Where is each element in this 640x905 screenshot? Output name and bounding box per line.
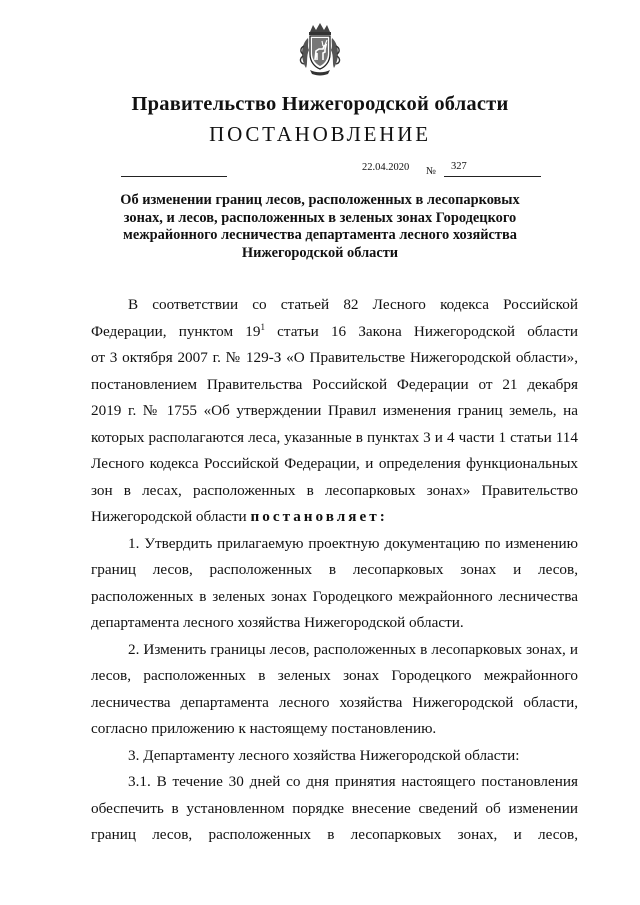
body-line: расположенных в зеленых зонах Городецкого межрайонного лесничества — [91, 587, 578, 605]
body-line: 1. Утвердить прилагаемую проектную документацию по изменению — [128, 534, 578, 552]
document-date: 22.04.2020 — [362, 162, 410, 173]
body-line: Лесного кодекса Российской Федерации, и определения функциональных — [91, 455, 578, 472]
body-line: границ лесов, расположенных в лесопарковых зонах и лесов, — [91, 561, 578, 578]
body-line: 2019 г. № 1755 «Об утверждении Правил изменения границ земель, на — [91, 402, 578, 419]
body-text: статьи 16 Закона Нижегородской области — [264, 322, 578, 340]
body-line: обеспечить в установленном порядке внесение сведений об изменении — [91, 799, 578, 817]
body-line: согласно приложению к настоящему постановлению. — [91, 720, 437, 737]
number-line — [444, 176, 541, 177]
body-line: 3.1. В течение 30 дней со дня принятия настоящего постановления — [128, 773, 578, 790]
body-line: лесов, расположенных в зеленых зонах Городецкого межрайонного — [91, 667, 578, 684]
body-line: 3. Департаменту лесного хозяйства Нижегородской области: — [128, 746, 520, 764]
superscript: 1 — [260, 321, 265, 332]
title-line: межрайонного лесничества департамента лесного хозяйства — [123, 227, 517, 243]
signature-line — [121, 176, 227, 177]
body-line: постановлением Правительства Российской Федерации от 21 декабря — [91, 375, 578, 393]
body-line: зон в лесах, расположенных в лесопарковых зонах» Правительство — [91, 481, 578, 499]
body-text: Нижегородской области — [91, 508, 251, 525]
document-title — [90, 192, 550, 262]
government-name: Правительство Нижегородской области — [131, 93, 509, 115]
title-line: Нижегородской области — [241, 244, 399, 261]
document-type: ПОСТАНОВЛЕНИЕ — [209, 122, 431, 146]
number-sign: № — [426, 166, 437, 177]
coat-of-arms-icon — [298, 22, 342, 76]
document-body — [91, 292, 578, 849]
body-text: Федерации, пунктом 19 — [91, 322, 261, 340]
body-line: от 3 октября 2007 г. № 129-З «О Правительстве Нижегородской области», — [91, 349, 578, 366]
body-line: границ лесов, расположенных в лесопарковых зонах, и лесов, — [91, 826, 578, 843]
resolves-word: постановляет: — [250, 508, 388, 525]
title-line: зонах, и лесов, расположенных в зеленых зонах Городецкого — [123, 209, 517, 226]
body-line: лесничества департамента лесного хозяйства Нижегородской области, — [91, 693, 578, 711]
document-number: 327 — [451, 161, 467, 172]
body-line: В соответствии со статьей 82 Лесного кодекса Российской — [128, 296, 578, 313]
body-line: 2. Изменить границы лесов, расположенных в лесопарковых зонах, и — [128, 640, 578, 658]
body-line: которых располагаются леса, указанные в пунктах 3 и 4 части 1 статьи 114 — [91, 428, 578, 446]
body-line — [91, 504, 578, 531]
body-line: департамента лесного хозяйства Нижегородской области. — [91, 614, 464, 631]
title-line: Об изменении границ лесов, расположенных в лесопарковых — [120, 192, 520, 208]
body-line — [91, 319, 578, 346]
